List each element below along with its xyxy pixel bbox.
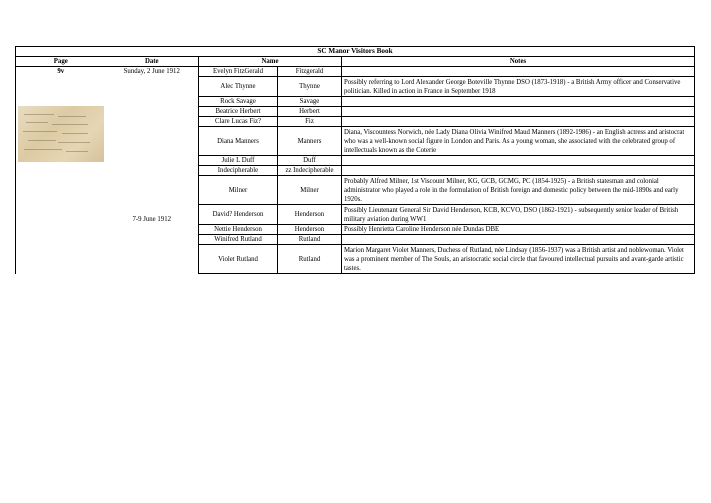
notes-cell: Possibly Henrietta Caroline Henderson née Dundas DBE xyxy=(342,225,695,235)
date-spacer xyxy=(106,77,199,166)
table-row xyxy=(16,67,695,77)
last-name-cell: Milner xyxy=(278,176,342,205)
notes-cell xyxy=(342,67,695,77)
notes-cell xyxy=(342,97,695,107)
table-row xyxy=(16,77,695,97)
last-name-cell: Henderson xyxy=(278,205,342,225)
page-header: Page xyxy=(16,57,106,67)
first-name-cell: Nettie Henderson xyxy=(199,225,278,235)
notes-header: Notes xyxy=(342,57,695,67)
last-name-cell: Thynne xyxy=(278,77,342,97)
last-name-cell: Rutland xyxy=(278,235,342,245)
notes-cell xyxy=(342,156,695,166)
first-name-cell: Clare Lucas Fiz? xyxy=(199,117,278,127)
last-name-cell: Fiz xyxy=(278,117,342,127)
first-name-cell: Diana Manners xyxy=(199,127,278,156)
last-name-cell: Savage xyxy=(278,97,342,107)
visitors-table xyxy=(15,46,695,274)
notes-cell xyxy=(342,166,695,176)
last-name-cell: Fitzgerald xyxy=(278,67,342,77)
notes-cell: Marion Margaret Violet Manners, Duchess of Rutland, née Lindsay (1856-1937) was a British artist and noblewoman. Violet was a prominent member of The Souls, an aristocratic social circle that favoured intellectual pursuits and avant-garde artistic tastes. xyxy=(342,245,695,274)
first-name-cell: Winifred Rutland xyxy=(199,235,278,245)
last-name-cell: zz Indecipherable xyxy=(278,166,342,176)
date-cell: Sunday, 2 June 1912 xyxy=(123,68,180,75)
notes-cell: Possibly referring to Lord Alexander George Boteville Thynne DSO (1873-1918) - a British Army officer and Conservative politician. Killed in action in France in September 1918 xyxy=(342,77,695,97)
notes-cell xyxy=(342,235,695,245)
page-number: 9v xyxy=(57,68,65,75)
header-row xyxy=(16,57,695,67)
title-row xyxy=(16,47,695,57)
notes-cell: Diana, Viscountess Norwich, née Lady Diana Olivia Winifred Maud Manners (1892-1986) - an English actress and aristocrat who was a well-known social figure in London and Paris. As a young woman, she associated with the celebrated group of intellectuals known as the Coterie xyxy=(342,127,695,156)
last-name-cell: Herbert xyxy=(278,107,342,117)
notes-cell xyxy=(342,107,695,117)
notes-cell: Possibly Lieutenant General Sir David Henderson, KCB, KCVO, DSO (1862-1921) - subsequently senior leader of British military aviation during WW1 xyxy=(342,205,695,225)
last-name-cell: Duff xyxy=(278,156,342,166)
last-name-cell: Manners xyxy=(278,127,342,156)
first-name-cell: Alec Thynne xyxy=(199,77,278,97)
first-name-cell: David? Henderson xyxy=(199,205,278,225)
visitors-book-sheet xyxy=(15,46,694,274)
first-name-cell: Violet Rutland xyxy=(199,245,278,274)
first-name-cell: Indecipherable xyxy=(199,166,278,176)
notes-cell xyxy=(342,117,695,127)
date-header: Date xyxy=(106,57,199,67)
first-name-cell: Julie L Duff xyxy=(199,156,278,166)
page-cell xyxy=(16,67,106,274)
table-row xyxy=(16,166,695,176)
first-name-cell: Rock Savage xyxy=(199,97,278,107)
sheet-title: SC Manor Visitors Book xyxy=(16,47,695,57)
notes-cell: Probably Alfred Milner, 1st Viscount Milner, KG, GCB, GCMG, PC (1854-1925) - a British statesman and colonial administrator who played a role in the formulation of British foreign and domestic policy between the mid-1890s and early 1920s. xyxy=(342,176,695,205)
name-header: Name xyxy=(199,57,342,67)
first-name-cell: Milner xyxy=(199,176,278,205)
first-name-cell: Beatrice Herbert xyxy=(199,107,278,117)
first-name-cell: Evelyn FitzGerald xyxy=(199,67,278,77)
date-cell: 7-9 June 1912 xyxy=(132,216,171,223)
last-name-cell: Henderson xyxy=(278,225,342,235)
last-name-cell: Rutland xyxy=(278,245,342,274)
page-thumbnail xyxy=(18,106,104,162)
